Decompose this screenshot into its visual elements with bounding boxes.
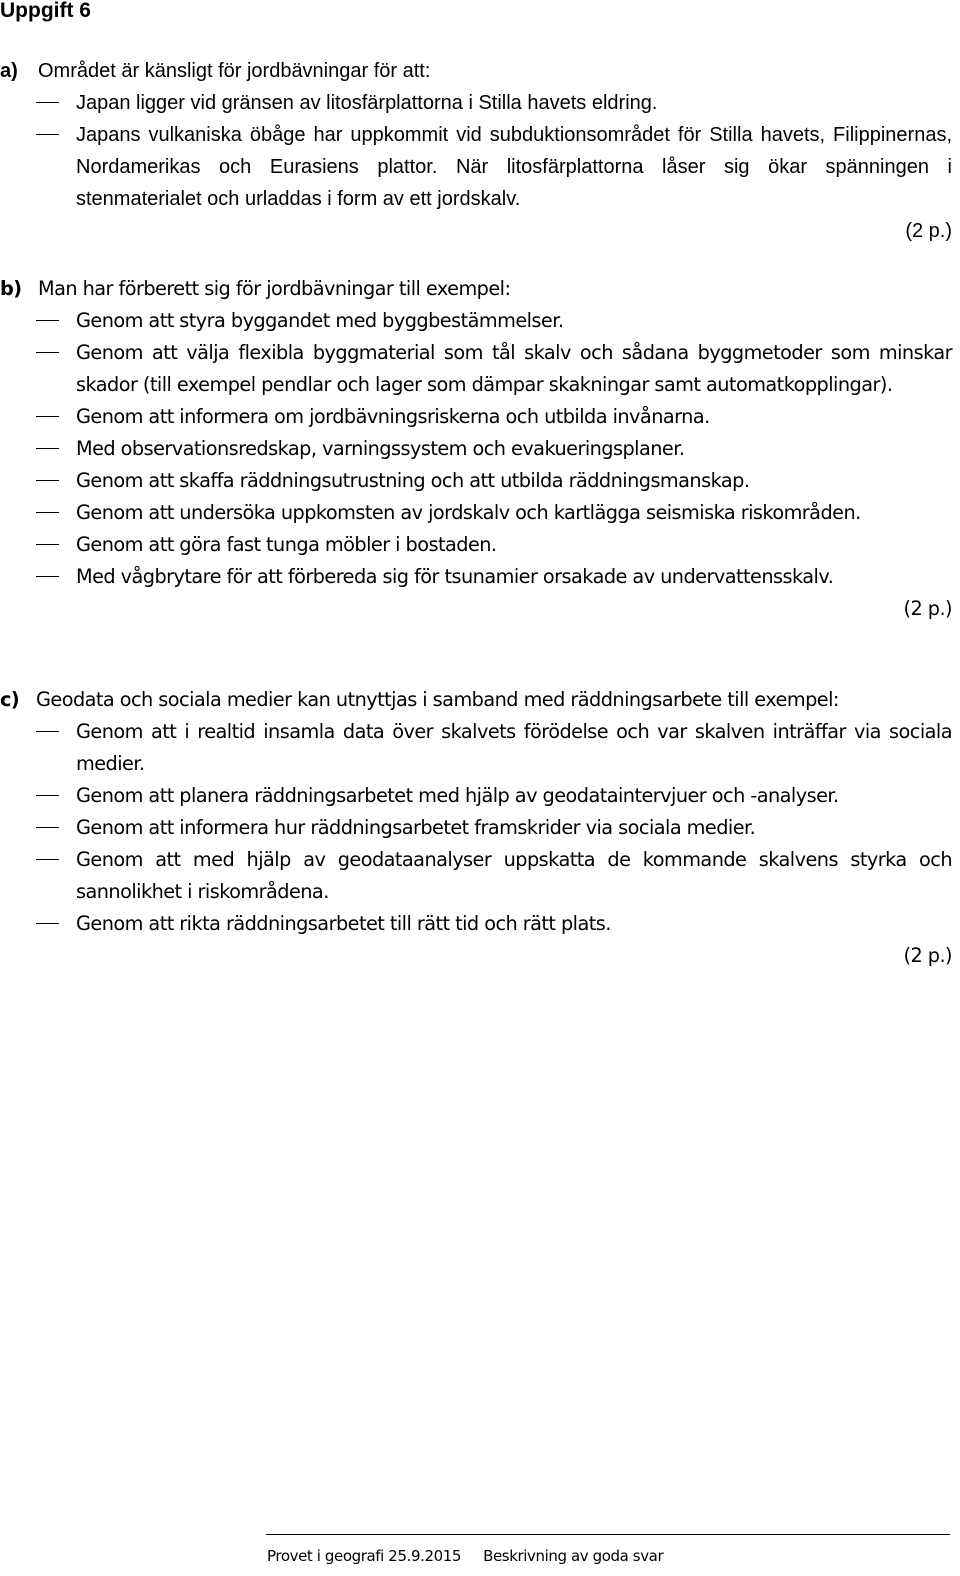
list-item-text: Genom att styra byggandet med byggbestämmelser.	[76, 309, 564, 332]
section-a-heading	[0, 55, 952, 87]
dash-bullet-icon	[36, 320, 59, 321]
list-item-text: Genom att rikta räddningsarbetet till rätt tid och rätt plats.	[76, 912, 611, 935]
list-item-text: Genom att i realtid insamla data över skalvets förödelse och var skalven inträffar via sociala medier.	[76, 720, 952, 775]
section-a-points: (2 p.)	[905, 220, 952, 242]
dash-bullet-icon	[36, 512, 59, 513]
list-item	[0, 305, 952, 337]
section-b-heading	[0, 273, 952, 305]
footer-divider	[266, 1534, 950, 1535]
section-c-points: (2 p.)	[903, 944, 952, 967]
list-item	[0, 716, 952, 780]
list-item-text: Genom att informera om jordbävningsriskerna och utbilda invånarna.	[76, 405, 710, 428]
list-item-text: Genom att informera hur räddningsarbetet framskrider via sociala medier.	[76, 816, 756, 839]
dash-bullet-icon	[36, 795, 59, 796]
section-b-heading-text: Man har förberett sig för jordbävningar till exempel:	[38, 277, 511, 300]
dash-bullet-icon	[36, 544, 59, 545]
dash-bullet-icon	[36, 416, 59, 417]
dash-bullet-icon	[36, 480, 59, 481]
footer-description-label: Beskrivning av goda svar	[483, 1547, 664, 1565]
list-item-text: Med vågbrytare för att förbereda sig för tsunamier orsakade av undervattensskalv.	[76, 565, 834, 588]
list-item-text: Genom att undersöka uppkomsten av jordskalv och kartlägga seismiska riskområden.	[76, 501, 861, 524]
section-c-heading-text: Geodata och sociala medier kan utnyttjas i samband med räddningsarbete till exempel:	[36, 688, 839, 711]
list-item-text: Genom att planera räddningsarbetet med hjälp av geodataintervjuer och -analyser.	[76, 784, 839, 807]
list-item	[0, 908, 952, 940]
section-a-list	[0, 87, 952, 215]
list-item	[0, 465, 952, 497]
list-item	[0, 497, 952, 529]
list-item	[0, 812, 952, 844]
list-item	[0, 337, 952, 401]
section-a-letter: a)	[0, 60, 18, 82]
list-item	[0, 780, 952, 812]
list-item-text: Genom att skaffa räddningsutrustning och att utbilda räddningsmanskap.	[76, 469, 750, 492]
footer-exam-label: Provet i geografi 25.9.2015	[267, 1547, 462, 1565]
list-item-text: Genom att välja flexibla byggmaterial som tål skalv och sådana byggmetoder som minskar skador (till exempel pendlar och lager som dämpar skakningar samt automatkopplingar).	[76, 341, 952, 396]
list-item-text: Japan ligger vid gränsen av litosfärplattorna i Stilla havets eldring.	[76, 92, 658, 114]
list-item-text: Genom att med hjälp av geodataanalyser uppskatta de kommande skalvens styrka och sannolikhet i riskområdena.	[76, 848, 952, 903]
section-b-points: (2 p.)	[903, 597, 952, 620]
dash-bullet-icon	[36, 134, 59, 135]
dash-bullet-icon	[36, 923, 59, 924]
list-item-text: Med observationsredskap, varningssystem och evakueringsplaner.	[76, 437, 685, 460]
list-item	[0, 433, 952, 465]
section-c-letter: c)	[0, 688, 20, 711]
dash-bullet-icon	[36, 731, 59, 732]
section-c-heading	[0, 684, 952, 716]
dash-bullet-icon	[36, 102, 59, 103]
list-item	[0, 87, 952, 119]
list-item	[0, 844, 952, 908]
section-b-letter: b)	[0, 277, 22, 300]
dash-bullet-icon	[36, 859, 59, 860]
list-item	[0, 529, 952, 561]
dash-bullet-icon	[36, 448, 59, 449]
list-item	[0, 119, 952, 215]
dash-bullet-icon	[36, 576, 59, 577]
section-b	[0, 273, 952, 625]
section-a	[0, 55, 952, 247]
dash-bullet-icon	[36, 352, 59, 353]
list-item	[0, 401, 952, 433]
dash-bullet-icon	[36, 827, 59, 828]
section-c-list	[0, 716, 952, 940]
list-item-text: Japans vulkaniska öbåge har uppkommit vid subduktionsområdet för Stilla havets, Filippinernas, Nordamerikas och Eurasiens plattor. När litosfärplattorna låser sig ökar spänningen i stenmaterialet och urladdas i form av ett jordskalv.	[76, 124, 952, 210]
section-a-heading-text: Området är känsligt för jordbävningar för att:	[38, 60, 431, 82]
list-item-text: Genom att göra fast tunga möbler i bostaden.	[76, 533, 497, 556]
section-b-list	[0, 305, 952, 593]
section-c	[0, 684, 952, 972]
list-item	[0, 561, 952, 593]
page-footer	[267, 1545, 663, 1567]
page-title: Uppgift 6	[0, 0, 91, 22]
